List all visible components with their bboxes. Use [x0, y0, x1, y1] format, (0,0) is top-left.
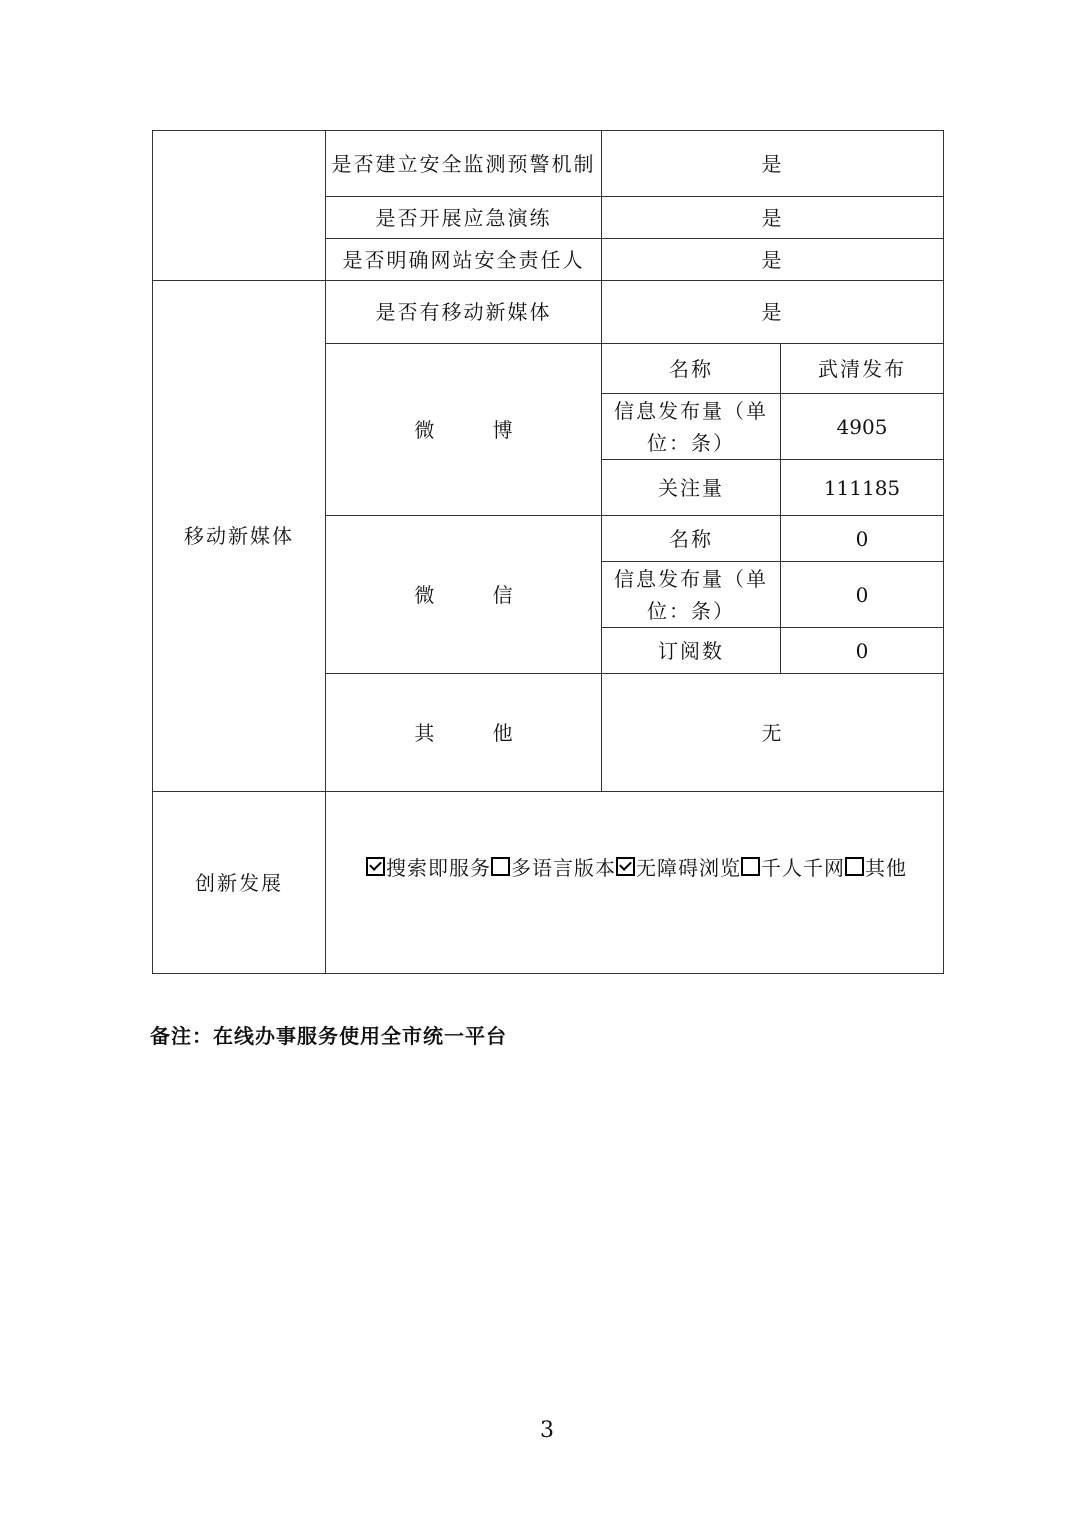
- innovation-options: [366, 852, 943, 884]
- other-media-value: 无: [602, 674, 944, 792]
- page-number: 3: [540, 1418, 554, 1443]
- innovation-category-cell: 创新发展: [153, 792, 326, 974]
- has-mobile-media-value: 是: [602, 281, 944, 344]
- checkbox-icon[interactable]: [366, 857, 385, 876]
- weibo-followers-label: 关注量: [602, 460, 781, 516]
- wechat-name-value: 0: [781, 516, 944, 562]
- security-responsible-value: 是: [602, 239, 944, 281]
- weibo-posts-value: 4905: [781, 394, 944, 460]
- other-media-label: 其 他: [326, 674, 602, 792]
- has-mobile-media-label: 是否有移动新媒体: [326, 281, 602, 344]
- option-search-service[interactable]: 搜索即服务: [366, 852, 491, 884]
- checkbox-icon[interactable]: [491, 857, 510, 876]
- innovation-options-cell: [326, 792, 944, 974]
- option-accessibility[interactable]: 无障碍浏览: [616, 852, 741, 884]
- wechat-name-label: 名称: [602, 516, 781, 562]
- wechat-posts-label: 信息发布量（单位：条）: [602, 562, 781, 628]
- option-personalized-web[interactable]: 千人千网: [741, 852, 845, 884]
- wechat-subscribers-value: 0: [781, 628, 944, 674]
- weibo-followers-value: 111185: [781, 460, 944, 516]
- checkbox-icon[interactable]: [845, 857, 864, 876]
- weibo-label: 微 博: [326, 344, 602, 516]
- option-other[interactable]: 其他: [845, 852, 907, 884]
- report-table: [152, 130, 944, 974]
- security-category-cell: [153, 131, 326, 281]
- checkbox-icon[interactable]: [741, 857, 760, 876]
- weibo-name-value: 武清发布: [781, 344, 944, 394]
- emergency-drill-value: 是: [602, 197, 944, 239]
- wechat-subscribers-label: 订阅数: [602, 628, 781, 674]
- emergency-drill-label: 是否开展应急演练: [326, 197, 602, 239]
- remark-note: 备注：在线办事服务使用全市统一平台: [150, 1024, 507, 1048]
- security-responsible-label: 是否明确网站安全责任人: [326, 239, 602, 281]
- wechat-posts-value: 0: [781, 562, 944, 628]
- option-multilingual[interactable]: 多语言版本: [491, 852, 616, 884]
- checkbox-icon[interactable]: [616, 857, 635, 876]
- weibo-posts-label: 信息发布量（单位：条）: [602, 394, 781, 460]
- security-monitoring-label: 是否建立安全监测预警机制: [326, 131, 602, 197]
- wechat-label: 微 信: [326, 516, 602, 674]
- weibo-name-label: 名称: [602, 344, 781, 394]
- mobile-category-cell: 移动新媒体: [153, 281, 326, 792]
- security-monitoring-value: 是: [602, 131, 944, 197]
